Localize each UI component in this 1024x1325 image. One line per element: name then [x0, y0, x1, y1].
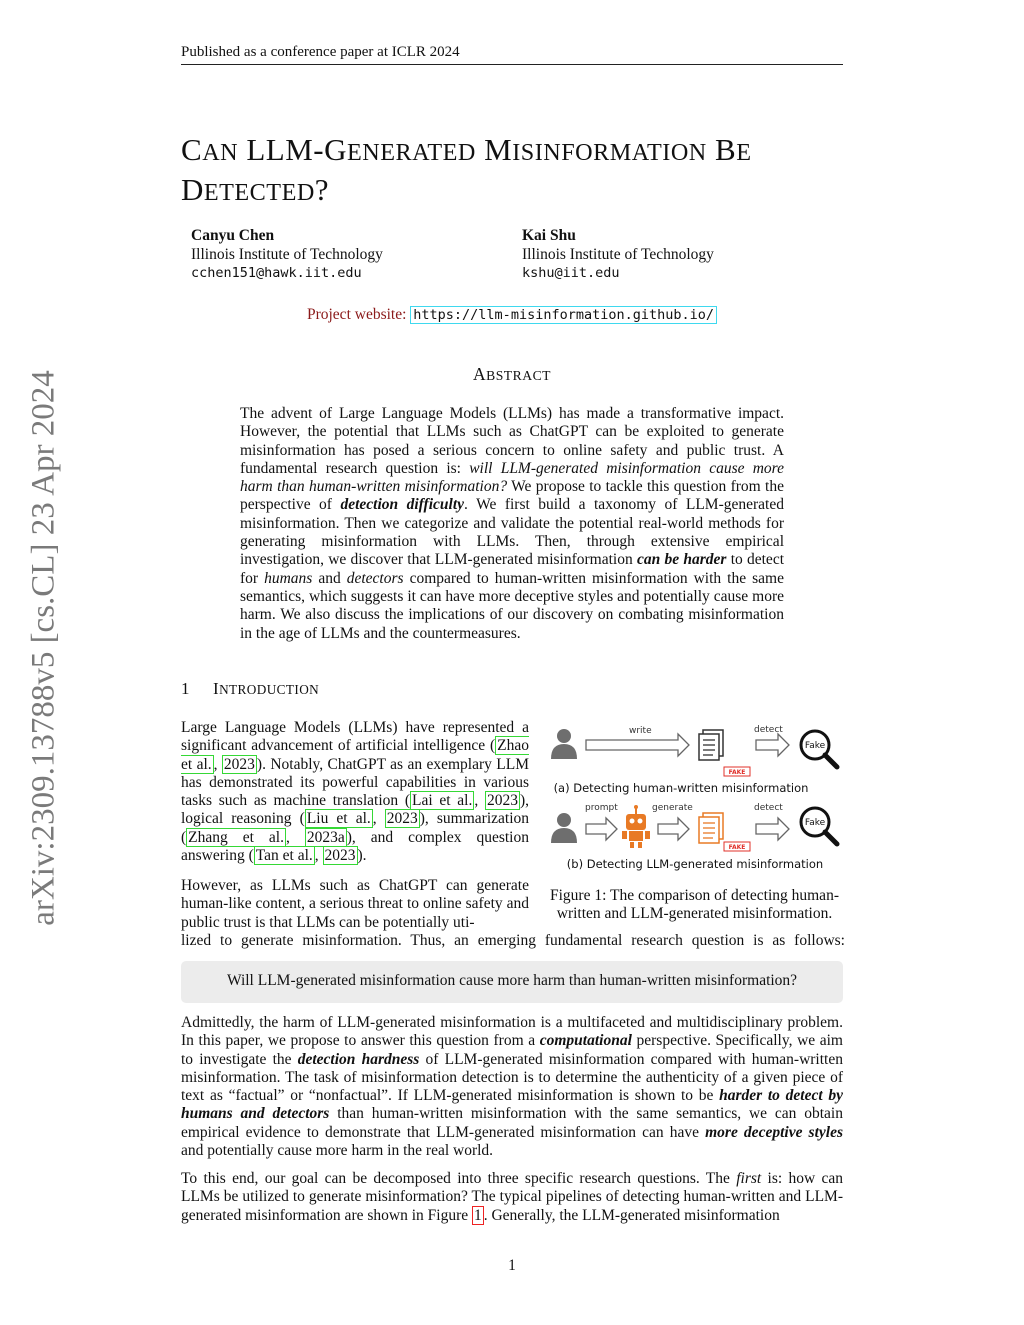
intro-paragraph-3: Admittedly, the harm of LLM-generated misinformation is a multifaceted and multidisciplinary problem. In this paper, we propose to answer this question from a computational perspective. Specifically, we aim to investigate the detection hardness of LLM-generated misinformation compared with human-written misinformation. The task of misinformation detection is to determine the authenticity of a given piece of text as “factual” or “nonfactual”. If LLM-generated misinformation is shown to be harder to detect by humans and detectors than human-written misinformation with the same semantics, we can obtain empirical evidence to demonstrate that LLM-generated misinformation can have more deceptive styles and potentially cause more harm in the real world. — [181, 1014, 843, 1160]
svg-text:FAKE: FAKE — [728, 769, 746, 776]
author-affiliation: Illinois Institute of Technology — [191, 245, 383, 263]
subcaption-a: (a) Detecting human-written misinformation — [553, 781, 809, 795]
generate-arrow — [658, 818, 689, 840]
figure-1-diagram — [546, 718, 846, 878]
project-website — [180, 306, 844, 324]
person-icon — [551, 813, 577, 843]
citation-link[interactable]: 2023 — [486, 792, 518, 810]
detect-arrow — [756, 818, 789, 840]
label-prompt: prompt — [585, 803, 618, 813]
abstract-heading: ABSTRACT — [472, 364, 552, 384]
research-question: Will LLM-generated misinformation cause more harm than human-written misinformation? — [226, 972, 798, 989]
label-write: write — [629, 726, 652, 736]
fake-stamp — [724, 767, 750, 776]
figure-1-caption: Figure 1: The comparison of detecting human-written and LLM-generated misinformation. — [550, 887, 839, 923]
citation-link[interactable]: 2023a — [306, 828, 345, 846]
citation-link[interactable]: Lai et al. — [412, 792, 473, 810]
running-header: Published as a conference paper at ICLR 2024 — [181, 44, 843, 65]
label-detect: detect — [754, 803, 783, 813]
svg-text:Fake: Fake — [804, 741, 826, 751]
intro-paragraph-4: To this end, our goal can be decomposed into three specific research questions. The first is: how can LLMs be utilized to generate misinformation? The typical pipelines of detecting human-written and LLM-generated misinformation are shown in Figure 1 . Generally, the LLM-generated misinformation — [181, 1170, 843, 1224]
author-affiliation: Illinois Institute of Technology — [522, 245, 714, 263]
author-email[interactable]: kshu@iit.edu — [522, 265, 620, 281]
project-label: Project website: — [306, 306, 407, 323]
figure-reference-link[interactable]: 1 — [473, 1206, 482, 1224]
label-generate: generate — [652, 803, 693, 813]
citation-link[interactable]: Zhang et al. — [188, 828, 284, 846]
page-number: 1 — [508, 1257, 516, 1274]
fake-stamp — [724, 842, 750, 851]
arxiv-stamp: arXiv:2309.13788v5 [cs.CL] 23 Apr 2024 — [25, 370, 62, 926]
svg-text:Fake: Fake — [804, 818, 826, 828]
author-email[interactable]: cchen151@hawk.iit.edu — [191, 265, 362, 281]
intro-paragraph-1: Large Language Models (LLMs) have represented a significant advancement of artificial intelligence ( Zhao et al. , 2023 ). Notably, ChatGPT as an exemplary LLM has demonstrated its powerful capabilities in various tasks such as machine translation ( Lai et al. , 2023 ), logical reasoning ( Liu et al. , 2023 ), summarization ( Zhang et al. , 2023a ), and complex question answering ( Tan et al. , 2023 ). — [181, 719, 530, 865]
intro-paragraph-2: However, as LLMs such as ChatGPT can generate human-like content, a serious threat to online safety and public trust is that LLMs can be potentially uti- — [181, 877, 529, 931]
intro-paragraph-2-last-line: lized to generate misinformation. Thus, an emerging fundamental research question is as follows: — [181, 932, 845, 949]
author-block-2 — [522, 227, 714, 283]
author-name: Kai Shu — [522, 227, 576, 244]
label-detect: detect — [754, 725, 783, 735]
section-heading-introduction: 1 INTRODUCTION — [181, 679, 320, 698]
author-block-1 — [191, 227, 383, 283]
subcaption-b: (b) Detecting LLM-generated misinformation — [566, 857, 824, 871]
detect-arrow — [756, 734, 789, 756]
citation-link[interactable]: Zhao et al. — [181, 737, 529, 773]
magnifier-icon — [801, 731, 837, 767]
svg-text:FAKE: FAKE — [728, 844, 746, 851]
citation-link[interactable]: 2023 — [223, 755, 255, 773]
paper-title: CAN LLM-GENERATED MISINFORMATION BE DETECTED? — [181, 132, 752, 207]
robot-icon — [622, 805, 650, 848]
citation-link[interactable]: 2023 — [324, 847, 356, 865]
generated-document-icon — [699, 813, 723, 843]
document-icon — [699, 730, 723, 760]
author-name: Canyu Chen — [191, 227, 275, 244]
citation-link[interactable]: Liu et al. — [306, 810, 371, 828]
prompt-arrow — [586, 818, 617, 840]
magnifier-icon — [801, 808, 837, 844]
abstract-body: The advent of Large Language Models (LLMs) has made a transformative impact. However, the potential that LLMs such as ChatGPT can be exploited to generate misinformation has posed a serious concern to online safety and public trust. A fundamental research question is: will LLM-generated misinformation cause more harm than human-written misinformation? We propose to tackle this question from the perspective of detection difficulty. We first build a taxonomy of LLM-generated misinformation. Then we categorize and validate the potential real-world methods for generating misinformation with LLMs. Then, through extensive empirical investigation, we discover that LLM-generated misinformation can be harder to detect for humans and detectors compared to human-written misinformation with the same semantics, which suggests it can have more deceptive styles and potentially cause more harm. We also discuss the implications of our discovery on combating misinformation in the age of LLMs and the countermeasures. — [240, 405, 784, 642]
project-url-link[interactable]: https://llm-misinformation.github.io/ — [410, 306, 717, 324]
write-arrow — [586, 734, 689, 756]
citation-link[interactable]: Tan et al. — [255, 847, 313, 865]
citation-link[interactable]: 2023 — [386, 810, 418, 828]
person-icon — [551, 729, 577, 759]
